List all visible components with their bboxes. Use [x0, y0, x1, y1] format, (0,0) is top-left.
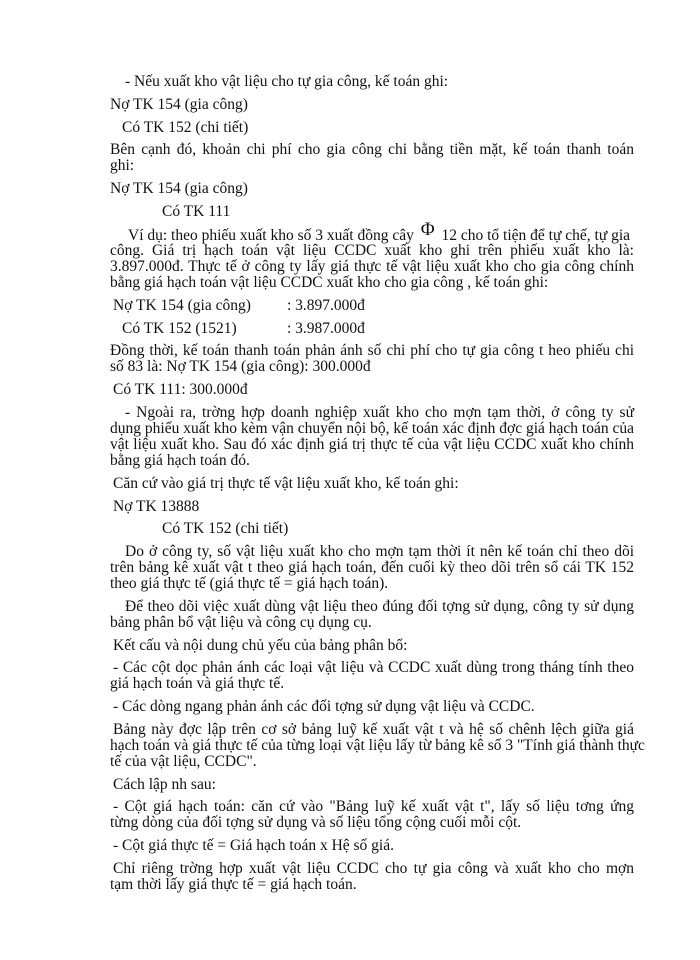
paragraph-line: công. Giá trị hạch toán vật liệu CCDC xuất kho ghi trên phiếu xuất kho là:: [110, 242, 634, 259]
paragraph-line: Do ở công ty, số vật liệu xuất kho cho mợn tạm thời ít nên kế toán chỉ theo dõi: [125, 543, 634, 560]
paragraph-line: - Nếu xuất kho vật liệu cho tự gia công, kế toán ghi:: [125, 73, 449, 90]
phi-symbol: Φ: [420, 219, 435, 240]
paragraph-line: 3.897.000đ. Thực tế ở công ty lấy giá thực tế vật liệu xuất kho cho gia công chính: [110, 258, 634, 275]
paragraph-line: từng dòng của đối tợng sử dụng và số liệu tổng cộng cuối mỗi cột.: [110, 814, 522, 831]
paragraph-line: tế của vật liệu, CCDC".: [110, 753, 257, 770]
example-text: Ví dụ: theo phiếu xuất kho số 3 xuất đồng cây: [128, 227, 414, 244]
paragraph-line: trên bảng kê xuất vật t theo giá hạch toán, đến cuối kỳ theo dõi trên sổ cái TK 152: [110, 559, 634, 576]
paragraph-line: bảng phân bổ vật liệu và công cụ dụng cụ.: [110, 614, 372, 631]
paragraph-line: Cách lập nh sau:: [113, 776, 216, 793]
paragraph-line: Bảng này đợc lập trên cơ sở bảng luỹ kế xuất vật t và hệ số chênh lệch giữa giá: [113, 721, 634, 738]
paragraph-line: Để theo dõi việc xuất dùng vật liệu theo đúng đối tợng sử dụng, công ty sử dụng: [125, 598, 634, 615]
entry-credit: Có TK 111: [162, 203, 231, 220]
paragraph-line: Đồng thời, kế toán thanh toán phản ánh số chi phí cho tự gia công t heo phiếu chi: [110, 342, 634, 359]
paragraph-line: Căn cứ vào giá trị thực tế vật liệu xuất kho, kế toán ghi:: [113, 475, 459, 492]
paragraph-line: tạm thời lấy giá thực tế = giá hạch toán.: [110, 876, 357, 893]
paragraph-line: - Cột giá hạch toán: căn cứ vào "Bảng luỹ kế xuất vật t", lấy số liệu tơng ứng: [113, 798, 634, 815]
paragraph-line: ghi:: [110, 157, 135, 174]
paragraph-line: hạch toán và giá thực tế của từng loại vật liệu lấy từ bảng kê số 3 "Tính giá thành thực: [110, 737, 645, 754]
entry-credit: Có TK 152 (1521): [122, 320, 237, 337]
entry-debit: Nợ TK 154 (gia công): [110, 180, 248, 197]
paragraph-line: - Các dòng ngang phản ánh các đối tợng sử dụng vật liệu và CCDC.: [113, 698, 535, 715]
paragraph-line: theo giá thực tế (giá thực tế = giá hạch toán).: [110, 575, 389, 592]
paragraph-line: - Các cột dọc phản ánh các loại vật liệu và CCDC xuất dùng trong tháng tính theo: [113, 659, 634, 676]
entry-amount: : 3.897.000đ: [287, 297, 365, 314]
paragraph-line: bằng giá hạch toán đó.: [110, 452, 250, 469]
entry-amount: : 3.987.000đ: [287, 320, 365, 337]
paragraph-line: Bên cạnh đó, khoản chi phí cho gia công chi bằng tiền mặt, kế toán thanh toán: [110, 141, 634, 158]
entry-credit: Có TK 152 (chi tiết): [162, 520, 289, 537]
entry-debit: Nợ TK 154 (gia công): [110, 96, 248, 113]
paragraph-line: vật liệu xuất kho. Sau đó xác định giá trị thực tế của vật liệu CCDC xuất kho chính: [110, 436, 634, 453]
paragraph-line: số 83 là: Nợ TK 154 (gia công): 300.000đ: [110, 358, 371, 375]
paragraph-line: giá hạch toán và giá thực tế.: [110, 675, 285, 692]
paragraph-line: Chỉ riêng trờng hợp xuất vật liệu CCDC cho tự gia công và xuất kho cho mợn: [113, 860, 634, 877]
paragraph-line: Kết cấu và nội dung chủ yếu của bảng phân bổ:: [113, 637, 408, 654]
paragraph-line: bằng giá hạch toán vật liệu CCDC xuất kho cho gia công , kế toán ghi:: [110, 274, 549, 291]
paragraph-line: - Cột giá thực tế = Giá hạch toán x Hệ số giá.: [113, 837, 394, 854]
paragraph-line: - Ngoài ra, trờng hợp doanh nghiệp xuất kho cho mợn tạm thời, ở công ty sử: [125, 404, 634, 421]
paragraph-line: dụng phiếu xuất kho kèm vận chuyển nội bộ, kế toán xác định đợc giá hạch toán của: [110, 420, 634, 437]
entry-debit: Nợ TK 13888: [113, 498, 200, 515]
entry-credit: Có TK 152 (chi tiết): [122, 119, 249, 136]
entry-credit: Có TK 111: 300.000đ: [113, 381, 248, 398]
example-text: 12 cho tổ tiện để tự chế, tự gia: [441, 227, 631, 244]
entry-debit: Nợ TK 154 (gia công): [113, 297, 251, 314]
